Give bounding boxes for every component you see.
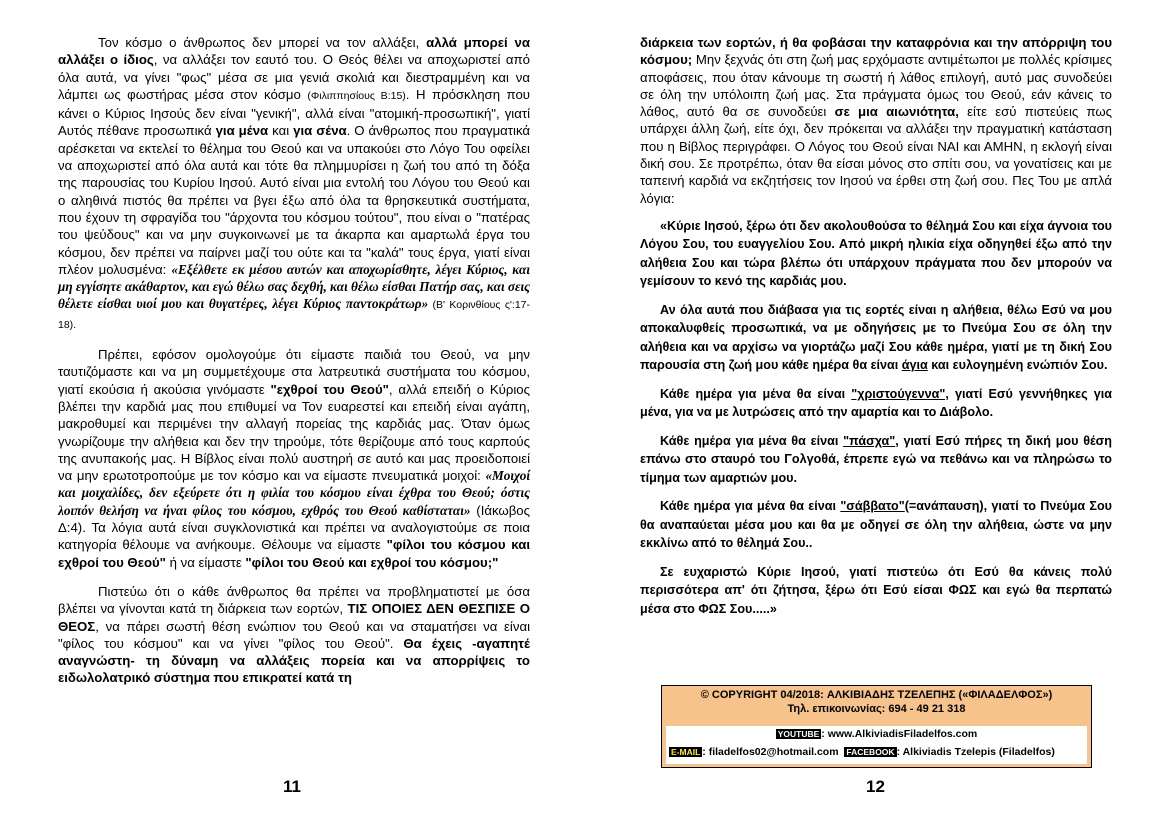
bold-text: για σένα bbox=[293, 123, 347, 139]
text: και bbox=[268, 123, 294, 139]
youtube-link[interactable]: : www.AlkiviadisFiladelfos.com bbox=[821, 728, 978, 740]
contact-strip bbox=[666, 726, 1087, 764]
youtube-line bbox=[666, 728, 1087, 740]
underlined-text: "χριστούγεννα", bbox=[851, 386, 949, 401]
scripture-quote: «Μοιχοί και μοιχαλίδες, δεν εξεύρετε ότι η φιλία του κόσμου είναι έχθρα του Θεού; όστις λοιπόν θελήση να ήναι φίλος του κόσμου, εχθρός του Θεού καθίσταται» bbox=[58, 468, 530, 518]
email-facebook-line bbox=[666, 746, 1087, 758]
email-tag: E-MAIL bbox=[671, 747, 701, 757]
reference: (Β' Κορινθίους ς':17-18). bbox=[58, 299, 531, 331]
underlined-text: άγια bbox=[901, 358, 928, 373]
text: Πιστεύω ότι ο κάθε άνθρωπος θα πρέπει να προβληματιστεί με όσα βλέπει να γίνονται κατά τη διάρκεια των εορτών, bbox=[58, 583, 530, 617]
text: (=ανάπαυση), γιατί το Πνεύμα Σου θα αναπαύεται μέσα μου και θα με οδηγεί σε όλη την αλήθεια, ώστε να μην εκκλίνω από το θέλημά Σου.. bbox=[640, 499, 1113, 551]
prayer-paragraph-1: «Κύριε Ιησού, ξέρω ότι δεν ακολουθούσα το θέλημά Σου και είχα άγνοια του Λόγου Σου, του ευαγγελίου Σου. Από μικρή ηλικία είχα οδηγηθεί έξω από την αλήθεια Σου και τώρα βλέπω ότι υπάρχουν πράγματα που δεν μπορούν να γεμίσουν το κενό της καρδιάς μου. bbox=[640, 218, 1112, 289]
copyright-box bbox=[661, 685, 1092, 768]
email-link[interactable]: : filadelfos02@hotmail.com bbox=[702, 746, 839, 758]
youtube-tag: YOUTUBE bbox=[777, 729, 820, 739]
underlined-text: "πάσχα" bbox=[843, 433, 896, 448]
phone-line: Τηλ. επικοινωνίας: 694 - 49 21 318 bbox=[787, 703, 966, 715]
reference: (Φιλιππησίους Β:15) bbox=[307, 89, 406, 102]
page-number-left: 11 bbox=[283, 777, 301, 796]
bold-text: "εχθροί του Θεού" bbox=[270, 381, 389, 397]
facebook-link[interactable]: : Alkiviadis Tzelepis (Filadelfos) bbox=[896, 746, 1055, 758]
bold-text: Θα έχεις -αγαπητέ αναγνώστη- τη δύναμη να αλλάξεις πορεία και να απορρίψεις το ειδωλολατρικό σύστημα που επικρατεί κατά τη bbox=[58, 635, 530, 686]
bold-text: "φίλοι του κόσμου και εχθροί του Θεού" bbox=[58, 537, 530, 570]
left-paragraph-3 bbox=[58, 583, 530, 687]
text: ή να είμαστε bbox=[165, 554, 246, 570]
text: Κάθε ημέρα για μένα θα είναι bbox=[660, 386, 852, 401]
bold-text: διάρκεια των εορτών, ή θα φοβάσαι την καταφρόνια και την απόρριψη του κόσμου; bbox=[640, 35, 1112, 68]
prayer-paragraph-4 bbox=[640, 432, 1112, 488]
text: Τον κόσμο ο άνθρωπος δεν μπορεί να τον αλλάξει, bbox=[98, 35, 427, 50]
prayer-paragraph-2 bbox=[640, 301, 1112, 375]
prayer-paragraph-3 bbox=[640, 385, 1112, 422]
text: . Η πρόσκληση που κάνει ο Κύριος Ιησούς δεν είναι "γενική", αλλά είναι "ατομική-προσωπική", γιατί Αυτός πέθανε προσωπικά bbox=[58, 86, 530, 139]
text: . Ο άνθρωπος που πραγματικά αρέσκεται να εκτελεί το θέλημα του Θεού και να υπακούει στο Λόγο Του οφείλει να αποχωριστεί από όλα αυτά και τότε θα πλημμυρίσει η ζωή του από τη δόξα της παρουσίας του Κυρίου Ιησού. Αυτό είναι μια εντολή του Λόγου του Θεού και ο αληθινά πιστός θα πρέπει να βγει έξω από όλα τα θρησκευτικά συστήματα, που έχουν τη σφραγίδα του "άρχοντα του κόσμου τούτου", που είναι ο "πατέρας του ψεύδους" και να μην συγκοινωνεί με τα άκαρπα και αμαρτωλά έργα του κόσμου, δεν πρέπει να παίρνει μαζί του ούτε και τα "καλά" τους έργα, γιατί είναι πλέον μολυσμένα: bbox=[58, 123, 530, 277]
underlined-text: "σάββατο" bbox=[840, 499, 905, 514]
bold-text: για μένα bbox=[215, 123, 269, 139]
bold-text: σε μια αιωνιότητα, bbox=[834, 104, 959, 120]
text: , αλλά επειδή ο Κύριος βλέπει την καρδιά μας που επιθυμεί να Τον ευαρεστεί και επειδή είναι αγάπη, μακροθυμεί και περιμένει την αλλαγή πορείας της καρδιάς μας. Όταν όμως γνωρίζουμε την αλήθεια και δεν την τηρούμε, τότε θερίζουμε από τους καρπούς της ανυπακοής μας. Η Βίβλος είναι πολύ αυστηρή σε αυτό και μας προειδοποιεί να μην ερωτοτροπούμε με τον κόσμο και να είμαστε πνευματικά μοιχοί: bbox=[58, 381, 530, 484]
right-page bbox=[640, 34, 1112, 618]
prayer-paragraph-6: Σε ευχαριστώ Κύριε Ιησού, γιατί πιστεύω ότι Εσύ θα κάνεις πολύ περισσότερα απ' ότι ζήτησα, ξέρω ότι Εσύ είσαι ΦΩΣ και εγώ θα περπατώ μέσα στο ΦΩΣ Σου.....» bbox=[640, 564, 1112, 616]
text: , γιατί Εσύ πήρες τη δική μου θέση επάνω στο σταυρό του Γολγοθά, έπρεπε εγώ να πεθάνω και να πληρώσω το τίμημα των αμαρτιών μου. bbox=[640, 433, 1112, 485]
text: Μην ξεχνάς ότι στη ζωή μας ερχόμαστε αντιμέτωποι με πολλές κρίσιμες αποφάσεις, που όταν κάνουμε τη σωστή ή λάθος επιλογή, αυτό μας συνοδεύει σε όλη την υπόλοιπη ζωή μας. Στα πράγματα όμως του Θεού, εάν κάνεις το λάθος, αυτό θα σε συνοδεύει bbox=[640, 52, 1112, 120]
bold-text: αλλά μπορεί να αλλάξει ο ίδιος bbox=[58, 35, 530, 68]
text: είτε εσύ πιστεύεις πως υπάρχει άλλη ζωή, είτε όχι, δεν πρόκειται να αλλάξει την πραγματική κατάσταση που η Βίβλος περιγράφει. Ο Λόγος του Θεού είναι ΝΑΙ και ΑΜΗΝ, η εκλογή είναι δική σου. Σε προτρέπω, όταν θα είσαι μόνος στο σπίτι σου, να γονατίσεις και με ταπεινή καρδιά να εκζητήσεις τον Ιησού να έρθει στη ζωή σου. Πες Του με απλά λόγια: bbox=[640, 104, 1113, 206]
left-paragraph-2 bbox=[58, 346, 530, 571]
right-paragraph-1 bbox=[640, 34, 1112, 207]
text: και ευλογημένη ενώπιόν Σου. bbox=[927, 358, 1108, 373]
facebook-tag: FACEBOOK bbox=[846, 747, 895, 757]
text: , να αλλάξει τον εαυτό του. Ο Θεός θέλει να αποχωριστεί από όλα αυτά, να γίνει "φως" μέσα σε μια γενιά σκολιά και διεστραμμένη και να λάμπει ως φωστήρας μέσα στον κόσμο bbox=[58, 52, 530, 102]
text: (Ιάκωβος Δ:4). Τα λόγια αυτά είναι συγκλονιστικά και πρέπει να αναλογιστούμε σε ποια κατηγορία θέλουμε να ανήκουμε. Θέλουμε να είμαστε bbox=[58, 502, 530, 553]
left-page bbox=[58, 34, 530, 687]
text: Πρέπει, εφόσον ομολογούμε ότι είμαστε παιδιά του Θεού, να μην ταυτιζόμαστε και να μη συμμετέχουμε στα λατρευτικά συστήματα του κόσμου, γιατί εκούσια ή ακούσια γινόμαστε bbox=[58, 347, 530, 397]
text: Αν όλα αυτά που διάβασα για τις εορτές είναι η αλήθεια, θέλω Εσύ να μου αποκαλυφθείς προσωπικά, να με οδηγήσεις με το Πνεύμα Σου σε όλη την αλήθεια και να αρχίσω να γιορτάζω μαζί Σου κάθε ημέρα, γιατί με τη δική Σου παρουσία στη ζωή μου κάθε ημέρα θα είναι bbox=[640, 302, 1112, 373]
bold-text: ΤΙΣ ΟΠΟΙΕΣ ΔΕΝ ΘΕΣΠΙΣΕ Ο ΘΕΟΣ bbox=[58, 601, 530, 634]
prayer-paragraph-5 bbox=[640, 497, 1112, 553]
text: γιατί Εσύ γεννήθηκες για μένα, για να με λυτρώσεις από την αμαρτία και το Διάβολο. bbox=[640, 386, 1112, 420]
text: Κάθε ημέρα για μένα θα είναι bbox=[660, 499, 841, 514]
copyright-line: © COPYRIGHT 04/2018: ΑΛΚΙΒΙΑΔΗΣ ΤΖΕΛΕΠΗΣ («ΦΙΛΑΔΕΛΦΟΣ») bbox=[700, 689, 1053, 701]
bold-text: "φίλοι του Θεού και εχθροί του κόσμου;" bbox=[245, 554, 499, 570]
text: Κάθε ημέρα για μένα θα είναι bbox=[660, 433, 844, 448]
left-paragraph-1 bbox=[58, 34, 530, 334]
text: , να πάρει σωστή θέση ενώπιον του Θεού και να σταματήσει να είναι "φίλος του κόσμου" και να γίνει "φίλος του Θεού". bbox=[58, 618, 530, 651]
scripture-quote: «Εξέλθετε εκ μέσου αυτών και αποχωρίσθητε, λέγει Κύριος, και μη εγγίσητε ακάθαρτον, και εγώ θέλω σας δεχθή, και θέλω είσθαι Πατήρ σας, και σεις θέλετε είσθαι υιοί μου και θυγατέρες, λέγει Κύριος παντοκράτωρ» bbox=[58, 261, 531, 312]
page-number-right: 12 bbox=[866, 777, 885, 796]
